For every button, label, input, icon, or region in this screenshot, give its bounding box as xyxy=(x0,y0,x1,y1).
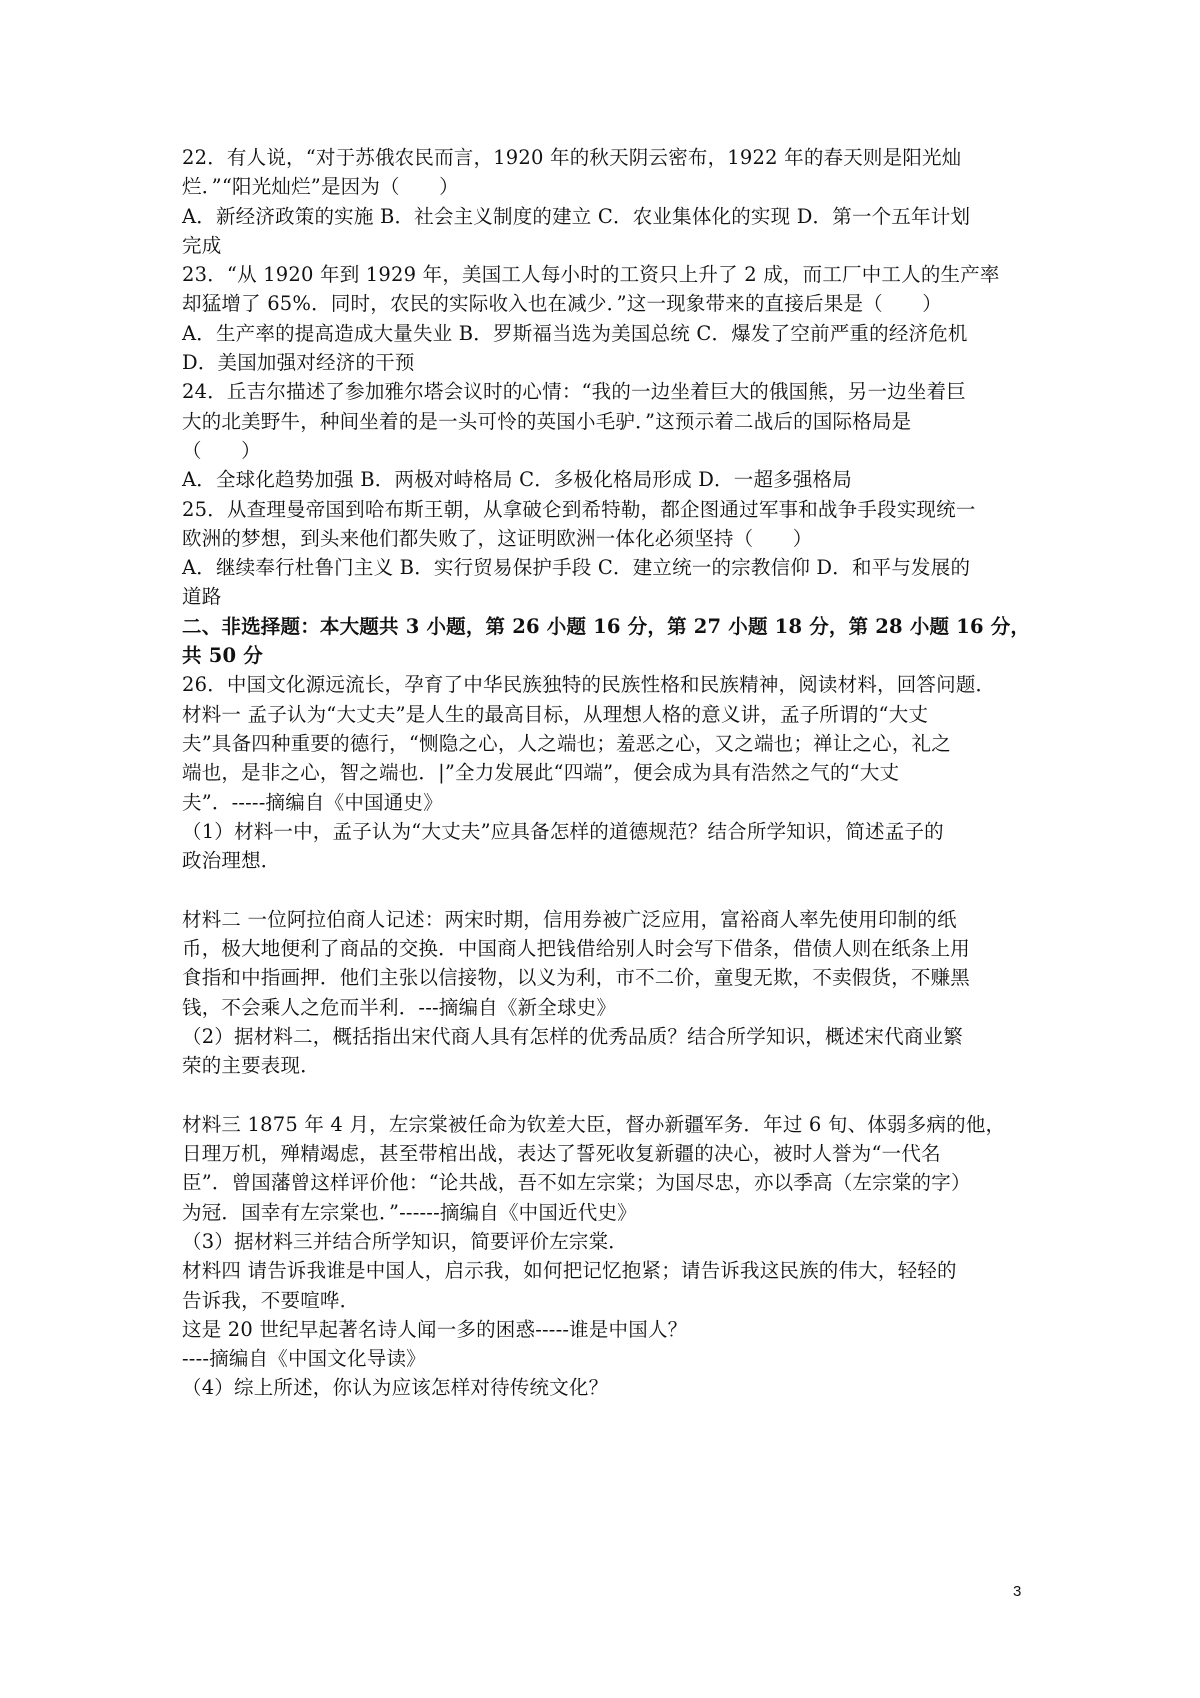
question-24-options: A．全球化趋势加强 B．两极对峙格局 C．多极化格局形成 D．一超多强格局 xyxy=(182,468,852,492)
exam-page-content xyxy=(182,143,1031,1403)
sub-question-4 xyxy=(182,1373,1027,1402)
question-25-stem: 25．从查理曼帝国到哈布斯王朝，从拿破仑到希特勒，都企图通过军事和战争手段实现统一 xyxy=(182,497,976,521)
answer-space xyxy=(182,1081,1027,1110)
sub-question-text: （1）材料一中，孟子认为“大丈夫”应具备怎样的道德规范？结合所学知识，简述孟子的 xyxy=(182,819,944,843)
section-two-heading xyxy=(182,612,1031,671)
sub-question-text: （3）据材料三并结合所学知识，简要评价左宗棠． xyxy=(182,1229,629,1253)
question-24-stem: 大的北美野牛，种间坐着的是一头可怜的英国小毛驴．”这预示着二战后的国际格局是 xyxy=(182,409,912,433)
material-text: 端也，是非之心，智之端也．|”全力发展此“四端”，便会成为具有浩然之气的“大丈 xyxy=(182,761,900,785)
question-22-options: 完成 xyxy=(182,233,222,257)
material-text: 材料四 请告诉我谁是中国人，启示我，如何把记忆抱紧；请告诉我这民族的伟大，轻轻的 xyxy=(182,1259,957,1283)
sub-question-2 xyxy=(182,1022,1027,1081)
material-one xyxy=(182,700,1027,817)
material-text: 钱，不会乘人之危而半利．---摘编自《新全球史》 xyxy=(182,995,617,1019)
material-text: 这是 20 世纪早起著名诗人闻一多的困惑-----谁是中国人？ xyxy=(182,1317,688,1341)
material-text: ----摘编自《中国文化导读》 xyxy=(182,1347,426,1371)
answer-space xyxy=(182,875,1027,904)
question-24-stem: （ ） xyxy=(182,438,261,462)
sub-question-text: 政治理想． xyxy=(182,849,281,873)
question-25-options: 道路 xyxy=(182,585,222,609)
material-three xyxy=(182,1110,1027,1227)
material-two xyxy=(182,905,1027,1022)
question-23-stem: 23．“从 1920 年到 1929 年，美国工人每小时的工资只上升了 2 成，而工厂中工人的生产率 xyxy=(182,263,1000,287)
question-23-options: A．生产率的提高造成大量失业 B．罗斯福当选为美国总统 C．爆发了空前严重的经济危机 xyxy=(182,321,968,345)
material-four xyxy=(182,1256,1027,1373)
material-text: 夫”具备四种重要的德行，“恻隐之心，人之端也；羞恶之心，又之端也；禅让之心，礼之 xyxy=(182,731,951,755)
sub-question-text: 荣的主要表现． xyxy=(182,1054,320,1078)
question-23 xyxy=(182,260,1027,377)
material-text: 材料二 一位阿拉伯商人记述：两宋时期，信用券被广泛应用，富裕商人率先使用印制的纸 xyxy=(182,907,957,931)
sub-question-1 xyxy=(182,817,1027,876)
question-25-options: A．继续奉行杜鲁门主义 B．实行贸易保护手段 C．建立统一的宗教信仰 D．和平与发展的 xyxy=(182,556,971,580)
question-24 xyxy=(182,377,1027,494)
page-number: 3 xyxy=(1013,1583,1022,1600)
material-text: 夫”．-----摘编自《中国通史》 xyxy=(182,790,443,814)
question-23-stem: 却猛增了 65%．同时，农民的实际收入也在减少．”这一现象带来的直接后果是（ ） xyxy=(182,292,942,316)
material-text: 告诉我，不要喧哗． xyxy=(182,1288,360,1312)
section-heading: 二、非选择题：本大题共 3 小题，第 26 小题 16 分，第 27 小题 18 分，第 28 小题 16 分， xyxy=(182,614,1031,638)
question-25-stem: 欧洲的梦想，到头来他们都失败了，这证明欧洲一体化必须坚持（ ） xyxy=(182,526,813,550)
question-23-options: D．美国加强对经济的干预 xyxy=(182,351,415,375)
material-text: 食指和中指画押．他们主张以信接物，以义为利，市不二价，童叟无欺，不卖假货，不赚黑 xyxy=(182,966,971,990)
sub-question-3 xyxy=(182,1227,1027,1256)
sub-question-text: （2）据材料二，概括指出宋代商人具有怎样的优秀品质？结合所学知识，概述宋代商业繁 xyxy=(182,1024,963,1048)
section-heading: 共 50 分 xyxy=(182,644,263,668)
material-text: 为冠．国幸有左宗棠也．”------摘编自《中国近代史》 xyxy=(182,1200,637,1224)
material-text: 日理万机，殚精竭虑，甚至带棺出战，表达了誓死收复新疆的决心，被时人誉为“一代名 xyxy=(182,1142,941,1166)
question-26 xyxy=(182,670,1027,1402)
question-22-stem: 22．有人说，“对于苏俄农民而言，1920 年的秋天阴云密布，1922 年的春天则是阳光灿 xyxy=(182,146,962,169)
question-22 xyxy=(182,143,1027,260)
sub-question-text: （4）综上所述，你认为应该怎样对待传统文化？ xyxy=(182,1376,609,1400)
material-text: 材料一 孟子认为“大丈夫”是人生的最高目标，从理想人格的意义讲，孟子所谓的“大丈 xyxy=(182,702,929,726)
question-26-intro: 26．中国文化源远流长，孕育了中华民族独特的民族性格和民族精神，阅读材料，回答问题． xyxy=(182,673,996,697)
material-text: 臣”．曾国藩曾这样评价他：“论共战，吾不如左宗棠；为国尽忠，亦以季高（左宗棠的字） xyxy=(182,1171,971,1195)
question-22-options: A．新经济政策的实施 B．社会主义制度的建立 C．农业集体化的实现 D．第一个五年计划 xyxy=(182,204,971,228)
question-22-stem: 烂．”“阳光灿烂”是因为（ ） xyxy=(182,175,459,199)
material-text: 币，极大地便利了商品的交换．中国商人把钱借给别人时会写下借条，借债人则在纸条上用 xyxy=(182,937,971,961)
question-24-stem: 24．丘吉尔描述了参加雅尔塔会议时的心情：“我的一边坐着巨大的俄国熊，另一边坐着巨 xyxy=(182,380,966,404)
material-text: 材料三 1875 年 4 月，左宗棠被任命为钦差大臣，督办新疆军务．年过 6 旬、体弱多病的他， xyxy=(182,1112,1006,1136)
question-25 xyxy=(182,495,1027,612)
